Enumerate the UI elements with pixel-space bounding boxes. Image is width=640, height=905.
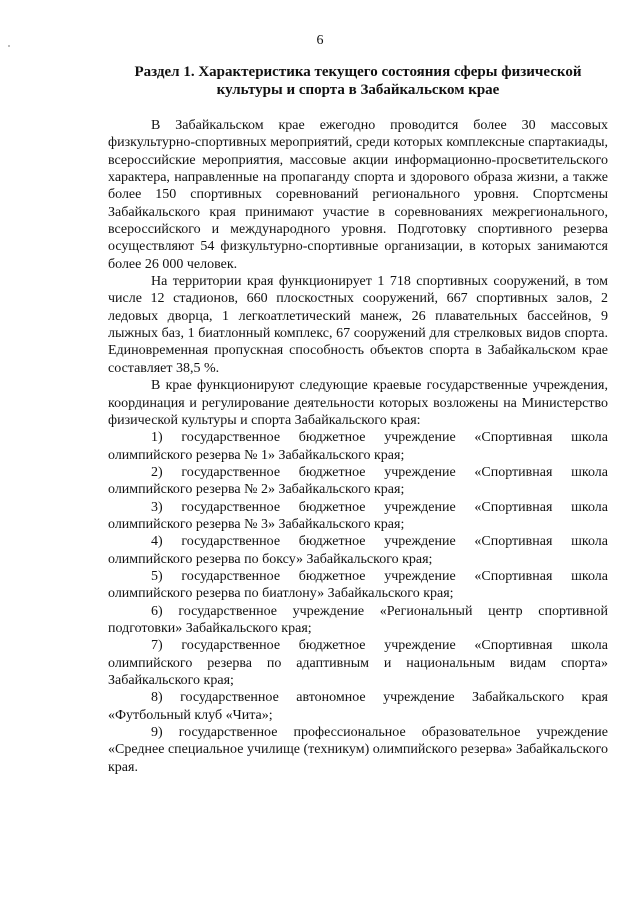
list-item: 3) государственное бюджетное учреждение «Спортивная школа олимпийского резерва № 3» Забайкальского края; — [108, 499, 608, 532]
document-body — [108, 117, 608, 776]
list-item: 5) государственное бюджетное учреждение «Спортивная школа олимпийского резерва по биатлону» Забайкальского края; — [108, 568, 608, 602]
list-item: 9) государственное профессиональное образовательное учреждение «Среднее специальное училище (техникум) олимпийского резерва» Забайкальского края. — [108, 725, 608, 775]
paragraph-facilities: На территории края функционирует 1 718 спортивных сооружений, в том числе 12 стадионов, 660 плоскостных сооружений, 667 спортивных залов, 2 ледовых дворца, 1 легкоатлетический манеж, 26 плавательных бассейнов, 9 лыжных баз, 1 биатлонный комплекс, 67 сооружений для стрелковых видов спорта. Единовременная пропускная способность объектов спорта в Забайкальском крае составляет 38,5 %. — [108, 274, 608, 376]
list-item: 7) государственное бюджетное учреждение «Спортивная школа олимпийского резерва по адаптивным и национальным видам спорта» Забайкальского края; — [108, 638, 608, 688]
paragraph-institutions-intro: В крае функционируют следующие краевые государственные учреждения, координация и регулирование деятельности которых возложены на Министерство физической культуры и спорта Забайкальского края: — [108, 378, 608, 428]
list-item: 6) государственное учреждение «Региональный центр спортивной подготовки» Забайкальского края; — [108, 603, 608, 636]
paragraph-events: В Забайкальском крае ежегодно проводится более 30 массовых физкультурно-спортивных мероприятий, среди которых комплексные спартакиады, всероссийские мероприятия, массовые акции информационно-просветительского характера, направленные на пропаганду спорта и здорового образа жизни, а также более 150 спортивных соревнований регионального уровня. Спортсмены Забайкальского края принимают участие в соревнованиях межрегионального, всероссийского и международного уровня. Подготовку спортивного резерва осуществляют 54 физкультурно-спортивные организации, в которых занимаются более 26 000 человек. — [108, 118, 608, 272]
page-number: 6 — [316, 33, 324, 48]
list-item: 4) государственное бюджетное учреждение «Спортивная школа олимпийского резерва по боксу» Забайкальского края; — [108, 534, 608, 567]
list-item: 1) государственное бюджетное учреждение «Спортивная школа олимпийского резерва № 1» Забайкальского края; — [108, 430, 608, 463]
list-item: 2) государственное бюджетное учреждение «Спортивная школа олимпийского резерва № 2» Забайкальского края; — [108, 464, 608, 498]
section-title: Раздел 1. Характеристика текущего состояния сферы физической культуры и спорта в Забайкальском крае — [134, 64, 582, 98]
list-item: 8) государственное автономное учреждение Забайкальского края «Футбольный клуб «Чита»; — [108, 690, 608, 723]
